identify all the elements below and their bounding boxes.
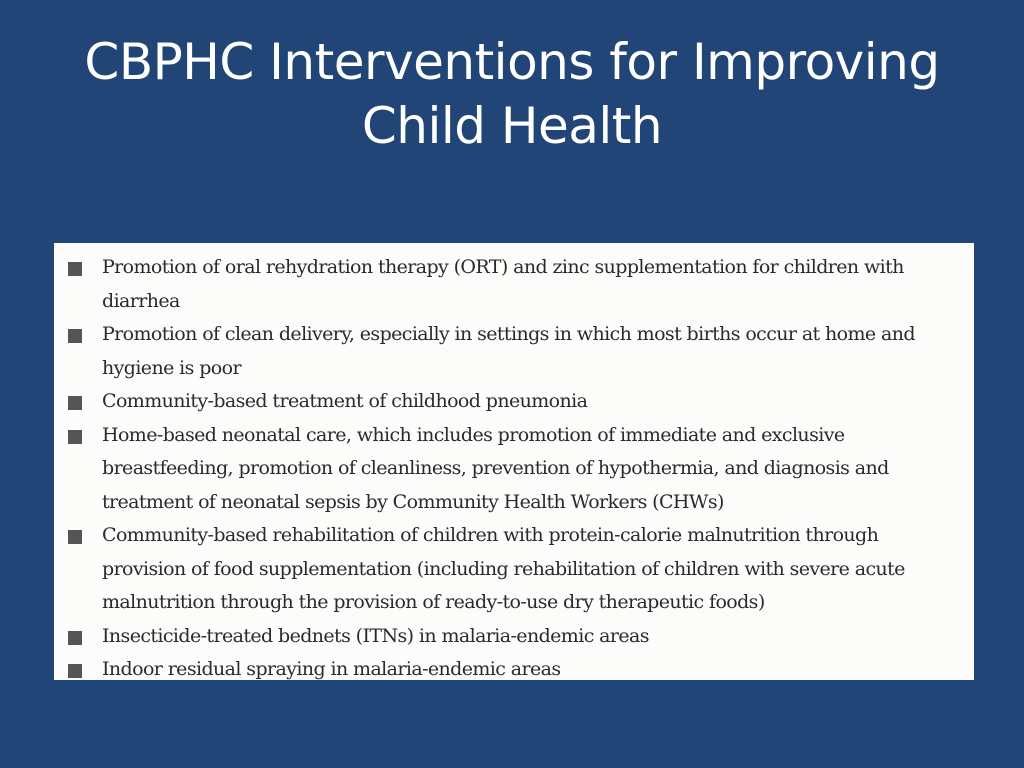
square-bullet-icon: [68, 530, 82, 544]
square-bullet-icon: [68, 329, 82, 343]
interventions-panel: [54, 243, 974, 680]
intervention-text: Community-based treatment of childhood pneumonia: [102, 390, 588, 412]
intervention-item-indoor-spraying: [68, 653, 960, 687]
intervention-text: Home-based neonatal care, which includes promotion of immediate and exclusive breastfeeding, promotion of cleanliness, prevention of hypothermia, and diagnosis and treatment of neonatal sepsis by Community Health Workers (CHWs): [102, 423, 889, 513]
intervention-text: Insecticide-treated bednets (ITNs) in malaria-endemic areas: [102, 624, 649, 647]
intervention-item-neonatal-care: [68, 419, 960, 520]
interventions-list: [68, 251, 960, 687]
intervention-item-malnutrition: [68, 519, 960, 620]
intervention-text: Indoor residual spraying in malaria-endemic areas: [102, 658, 561, 680]
intervention-item-pneumonia: [68, 385, 960, 419]
square-bullet-icon: [68, 631, 82, 645]
square-bullet-icon: [68, 664, 82, 678]
slide-title: [40, 30, 984, 158]
intervention-text: Promotion of oral rehydration therapy (ORT) and zinc supplementation for children with diarrhea: [102, 256, 904, 312]
intervention-item-ort-zinc: [68, 251, 960, 318]
intervention-text: Community-based rehabilitation of children with protein-calorie malnutrition through provision of food supplementation (including rehabilitation of children with severe acute malnutrition through the provision of ready-to-use dry therapeutic foods): [102, 524, 905, 613]
square-bullet-icon: [68, 262, 82, 276]
intervention-item-bednets: [68, 620, 960, 654]
title-line-2: Child Health: [361, 97, 663, 155]
intervention-item-clean-delivery: [68, 318, 960, 385]
square-bullet-icon: [68, 430, 82, 444]
square-bullet-icon: [68, 396, 82, 410]
title-line-1: CBPHC Interventions for Improving: [84, 33, 940, 91]
intervention-text: Promotion of clean delivery, especially in settings in which most births occur at home and hygiene is poor: [102, 323, 915, 379]
